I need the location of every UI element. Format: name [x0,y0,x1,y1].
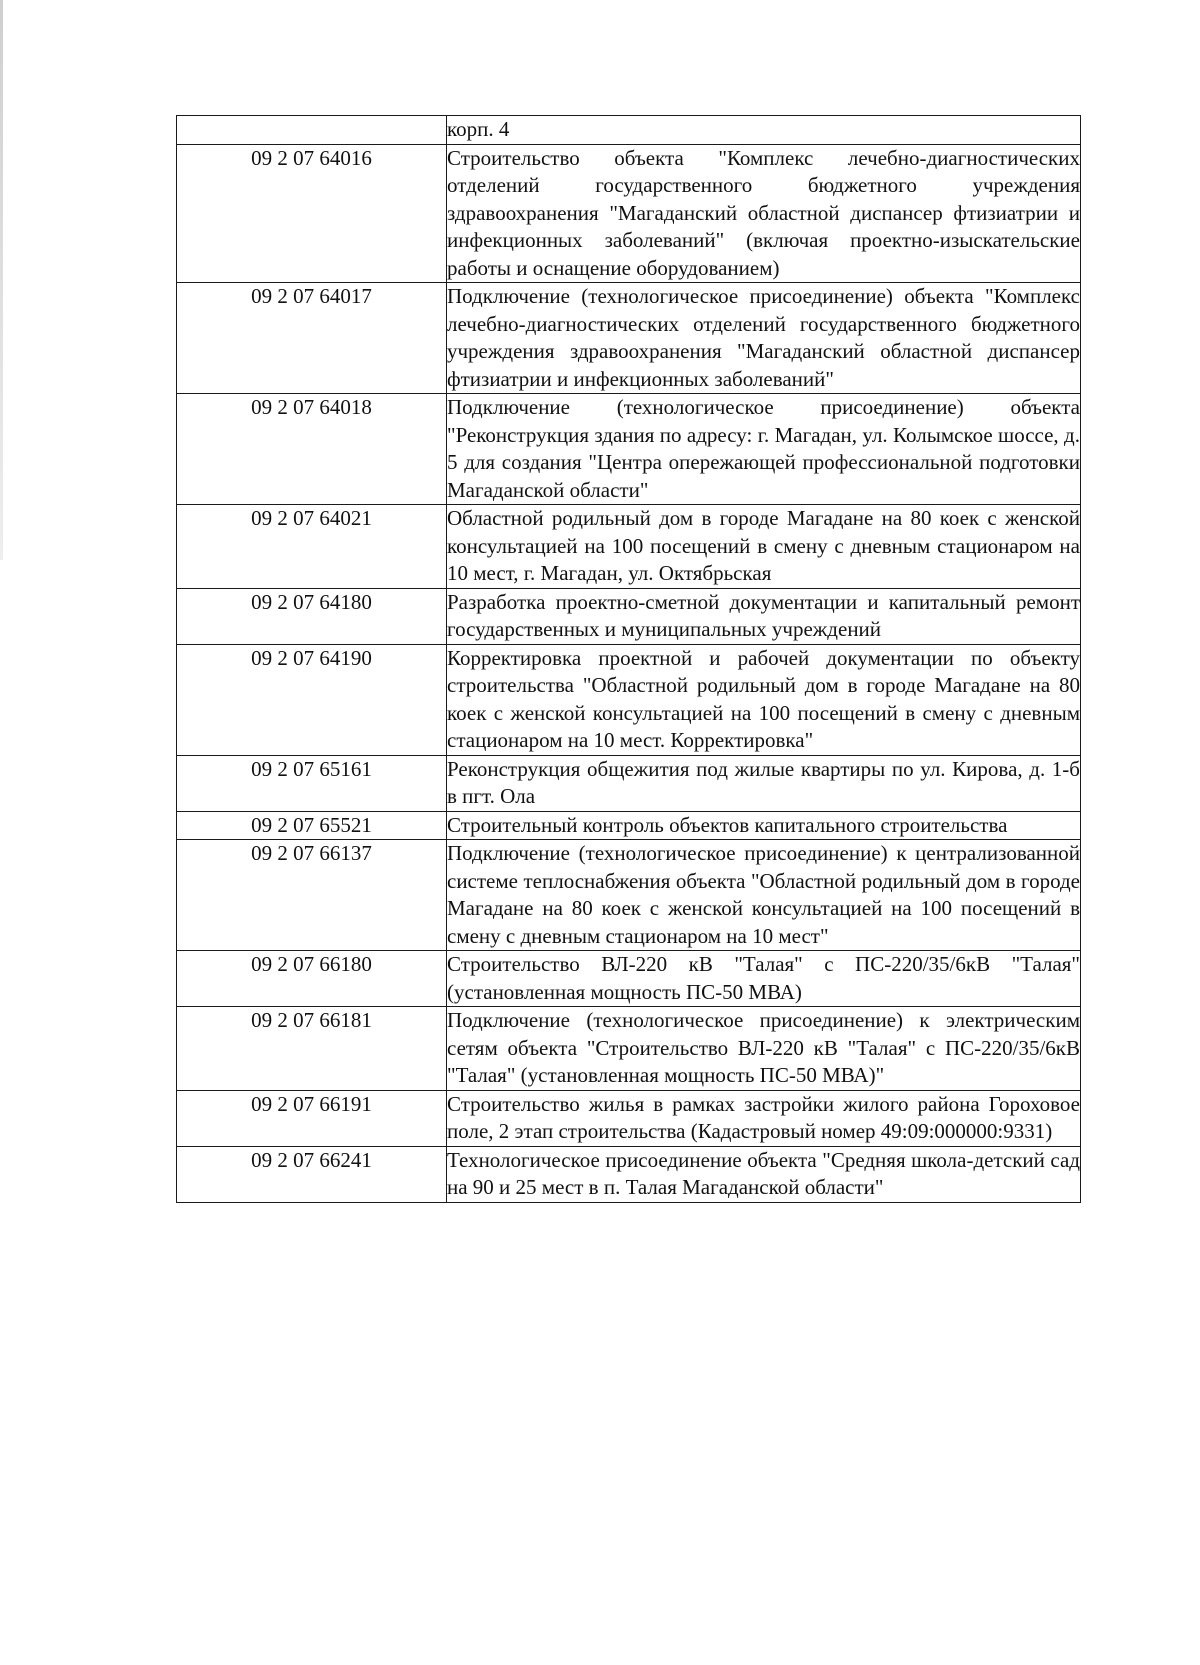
row-description: Строительный контроль объектов капитального строительства [447,811,1081,840]
row-description: Подключение (технологическое присоединение) объекта "Реконструкция здания по адресу: г. Магадан, ул. Колымское шоссе, д. 5 для создания "Центра опережающей профессиональной подготовки Магаданской области" [447,394,1081,505]
row-code [177,116,447,145]
row-description: Корректировка проектной и рабочей документации по объекту строительства "Областной родильный дом в городе Магадане на 80 коек с женской консультацией на 100 посещений в смену с дневным стационаром на 10 мест. Корректировка" [447,644,1081,755]
table-row [177,394,1081,505]
row-description: Строительство объекта "Комплекс лечебно-диагностических отделений государственного бюджетного учреждения здравоохранения "Магаданский областной диспансер фтизиатрии и инфекционных заболеваний" (включая проектно-изыскательские работы и оснащение оборудованием) [447,144,1081,283]
table-row [177,283,1081,394]
table-row [177,811,1081,840]
row-code: 09 2 07 65521 [177,811,447,840]
row-code: 09 2 07 66137 [177,840,447,951]
row-description: Разработка проектно-сметной документации и капитальный ремонт государственных и муниципальных учреждений [447,588,1081,644]
table-row [177,588,1081,644]
table-body [177,116,1081,1203]
row-code: 09 2 07 64021 [177,505,447,589]
table-row [177,1146,1081,1202]
row-description: Строительство жилья в рамках застройки жилого района Гороховое поле, 2 этап строительства (Кадастровый номер 49:09:000000:9331) [447,1090,1081,1146]
row-code: 09 2 07 66181 [177,1007,447,1091]
row-code: 09 2 07 64180 [177,588,447,644]
row-code: 09 2 07 66191 [177,1090,447,1146]
table-row [177,116,1081,145]
row-description: Технологическое присоединение объекта "Средняя школа-детский сад на 90 и 25 мест в п. Талая Магаданской области" [447,1146,1081,1202]
row-code: 09 2 07 66180 [177,951,447,1007]
row-description: Строительство ВЛ-220 кВ "Талая" с ПС-220/35/6кВ "Талая" (установленная мощность ПС-50 МВА) [447,951,1081,1007]
table-row [177,840,1081,951]
table-row [177,1007,1081,1091]
row-description: Подключение (технологическое присоединение) к электрическим сетям объекта "Строительство ВЛ-220 кВ "Талая" с ПС-220/35/6кВ "Талая" (установленная мощность ПС-50 МВА)" [447,1007,1081,1091]
table-row [177,755,1081,811]
row-code: 09 2 07 64018 [177,394,447,505]
row-description: корп. 4 [447,116,1081,145]
row-description: Подключение (технологическое присоединение) объекта "Комплекс лечебно-диагностических отделений государственного бюджетного учреждения здравоохранения "Магаданский областной диспансер фтизиатрии и инфекционных заболеваний" [447,283,1081,394]
row-code: 09 2 07 64190 [177,644,447,755]
row-description: Областной родильный дом в городе Магадане на 80 коек с женской консультацией на 100 посещений в смену с дневным стационаром на 10 мест, г. Магадан, ул. Октябрьская [447,505,1081,589]
row-code: 09 2 07 65161 [177,755,447,811]
row-description: Подключение (технологическое присоединение) к централизованной системе теплоснабжения объекта "Областной родильный дом в городе Магадане на 80 коек с женской консультацией на 100 посещений в смену с дневным стационаром на 10 мест" [447,840,1081,951]
table-row [177,505,1081,589]
table-row [177,951,1081,1007]
scan-edge-shadow [0,0,3,560]
budget-classification-table [176,115,1081,1203]
row-code: 09 2 07 66241 [177,1146,447,1202]
row-code: 09 2 07 64016 [177,144,447,283]
table-row [177,144,1081,283]
table-row [177,1090,1081,1146]
row-code: 09 2 07 64017 [177,283,447,394]
row-description: Реконструкция общежития под жилые квартиры по ул. Кирова, д. 1-б в пгт. Ола [447,755,1081,811]
table-row [177,644,1081,755]
